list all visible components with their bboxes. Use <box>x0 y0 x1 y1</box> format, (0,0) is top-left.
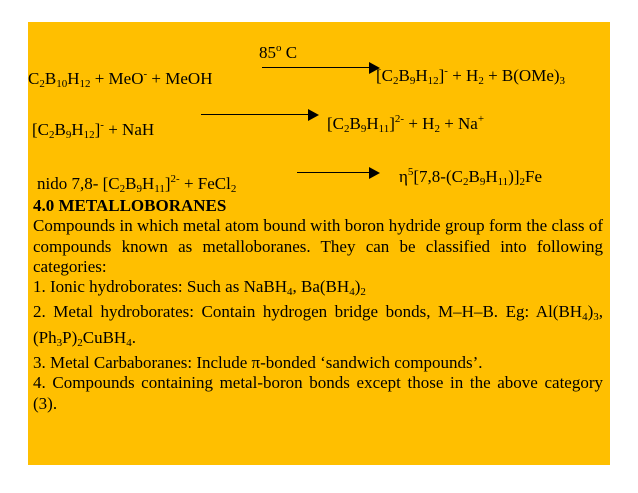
subscript: 2 <box>360 286 366 299</box>
formula-text: B <box>349 114 361 133</box>
formula-text: ] <box>438 66 445 85</box>
subscript: 9 <box>479 176 486 188</box>
formula-text: . <box>131 327 136 347</box>
formula-text: ] <box>164 174 171 193</box>
subscript: 4 <box>287 286 293 299</box>
subscript: 2 <box>49 129 55 141</box>
reaction-2-arrow <box>201 109 319 121</box>
formula-text: H <box>67 69 80 88</box>
subscript: 10 <box>56 78 68 90</box>
subscript: 2 <box>393 75 399 87</box>
formula-text: H <box>366 114 379 133</box>
reaction-1-arrow <box>262 62 380 74</box>
subscript: 2 <box>344 123 350 135</box>
formula-text: + Na <box>439 114 478 133</box>
subscript: 4 <box>349 286 355 299</box>
formula-text: Fe <box>525 167 543 186</box>
superscript: - <box>143 68 148 80</box>
reaction-3-arrow <box>297 167 380 179</box>
formula-text: B <box>54 120 66 139</box>
reaction-3-reactants <box>37 169 236 199</box>
formula-text: + H <box>404 114 435 133</box>
subscript: 2 <box>462 176 469 188</box>
subscript: 3 <box>56 336 63 349</box>
superscript: + <box>477 113 485 125</box>
subscript: 2 <box>478 75 484 87</box>
formula-text: ] <box>389 114 395 133</box>
formula-text: H <box>141 174 155 193</box>
subscript: 2 <box>39 78 45 90</box>
category-item-2 <box>33 302 603 353</box>
reaction-2-products <box>327 109 484 139</box>
subscript: 9 <box>360 123 367 135</box>
formula-text: [C <box>376 66 393 85</box>
formula-text: [7,8-(C <box>413 167 463 186</box>
formula-text: )] <box>508 167 520 186</box>
formula-text: B <box>398 66 410 85</box>
section-heading: 4.0 METALLOBORANES <box>33 196 227 215</box>
formula-text: , (Ph <box>33 302 603 347</box>
formula-text: H <box>71 120 84 139</box>
superscript: 5 <box>407 166 414 178</box>
formula-text: P) <box>62 327 78 347</box>
formula-text: ) <box>354 277 361 297</box>
formula-text: nido 7,8- [C <box>37 174 120 193</box>
formula-text: , Ba(BH <box>292 277 350 297</box>
subscript: 2 <box>519 176 526 188</box>
subscript: 9 <box>65 129 72 141</box>
subscript: 2 <box>230 183 237 195</box>
reaction-3-products <box>399 162 542 192</box>
formula-text: H <box>485 167 498 186</box>
formula-text: + FeCl <box>179 174 231 193</box>
subscript: 2 <box>434 123 440 135</box>
formula-text: + MeOH <box>147 69 213 88</box>
formula-text: 1. Ionic hydroborates: Such as NaBH <box>33 277 288 297</box>
subscript: 11 <box>378 123 390 135</box>
superscript: - <box>444 65 448 77</box>
reaction-1-condition: 85$^o$ C <box>259 42 298 62</box>
formula-text: CuBH <box>82 327 127 347</box>
formula-text: + MeO <box>90 69 144 88</box>
subscript: 4 <box>582 311 588 324</box>
formula-text: C <box>28 69 40 88</box>
subscript: 11 <box>497 176 509 188</box>
category-item-4: 4. Compounds containing metal-boron bonds except those in the above category (3). <box>33 373 603 413</box>
superscript: 2- <box>394 113 405 125</box>
formula-text: + B(OMe) <box>483 66 560 85</box>
superscript: 2- <box>170 173 180 185</box>
formula-text: + H <box>447 66 479 85</box>
formula-text: [C <box>32 120 49 139</box>
subscript: 12 <box>83 129 95 141</box>
formula-text: H <box>415 66 428 85</box>
subscript: 3 <box>593 311 599 324</box>
reaction-2-reactants <box>32 115 154 145</box>
category-item-3: 3. Metal Carbaboranes: Include π-bonded ‘sandwich compounds’. <box>33 353 483 373</box>
formula-text: B <box>125 174 137 193</box>
category-item-1 <box>33 277 603 302</box>
section-intro: Compounds in which metal atom bound with boron hydride group form the class of compounds known as metalloboranes. They can be classified into following categories: <box>33 216 603 276</box>
subscript: 12 <box>79 78 91 90</box>
subscript: 12 <box>427 75 439 87</box>
subscript: 2 <box>77 336 83 349</box>
formula-text: η <box>399 167 408 186</box>
subscript: 9 <box>136 183 142 195</box>
formula-text: ) <box>587 302 594 322</box>
metalloboranes-section <box>33 196 603 414</box>
subscript: 2 <box>119 183 126 195</box>
formula-text: B <box>44 69 57 88</box>
subscript: 9 <box>409 75 416 87</box>
subscript: 4 <box>126 336 132 349</box>
formula-text: B <box>468 167 480 186</box>
formula-text: 2. Metal hydroborates: Contain hydrogen bridge bonds, M–H–B. Eg: Al(BH <box>33 302 583 322</box>
formula-text: [C <box>327 114 344 133</box>
superscript: - <box>100 119 104 131</box>
reaction-1-reactants <box>28 64 212 94</box>
subscript: 3 <box>559 75 566 87</box>
reaction-1-products <box>376 61 565 91</box>
subscript: 11 <box>154 183 165 195</box>
formula-text: ] <box>94 120 101 139</box>
formula-text: + NaH <box>103 120 155 139</box>
